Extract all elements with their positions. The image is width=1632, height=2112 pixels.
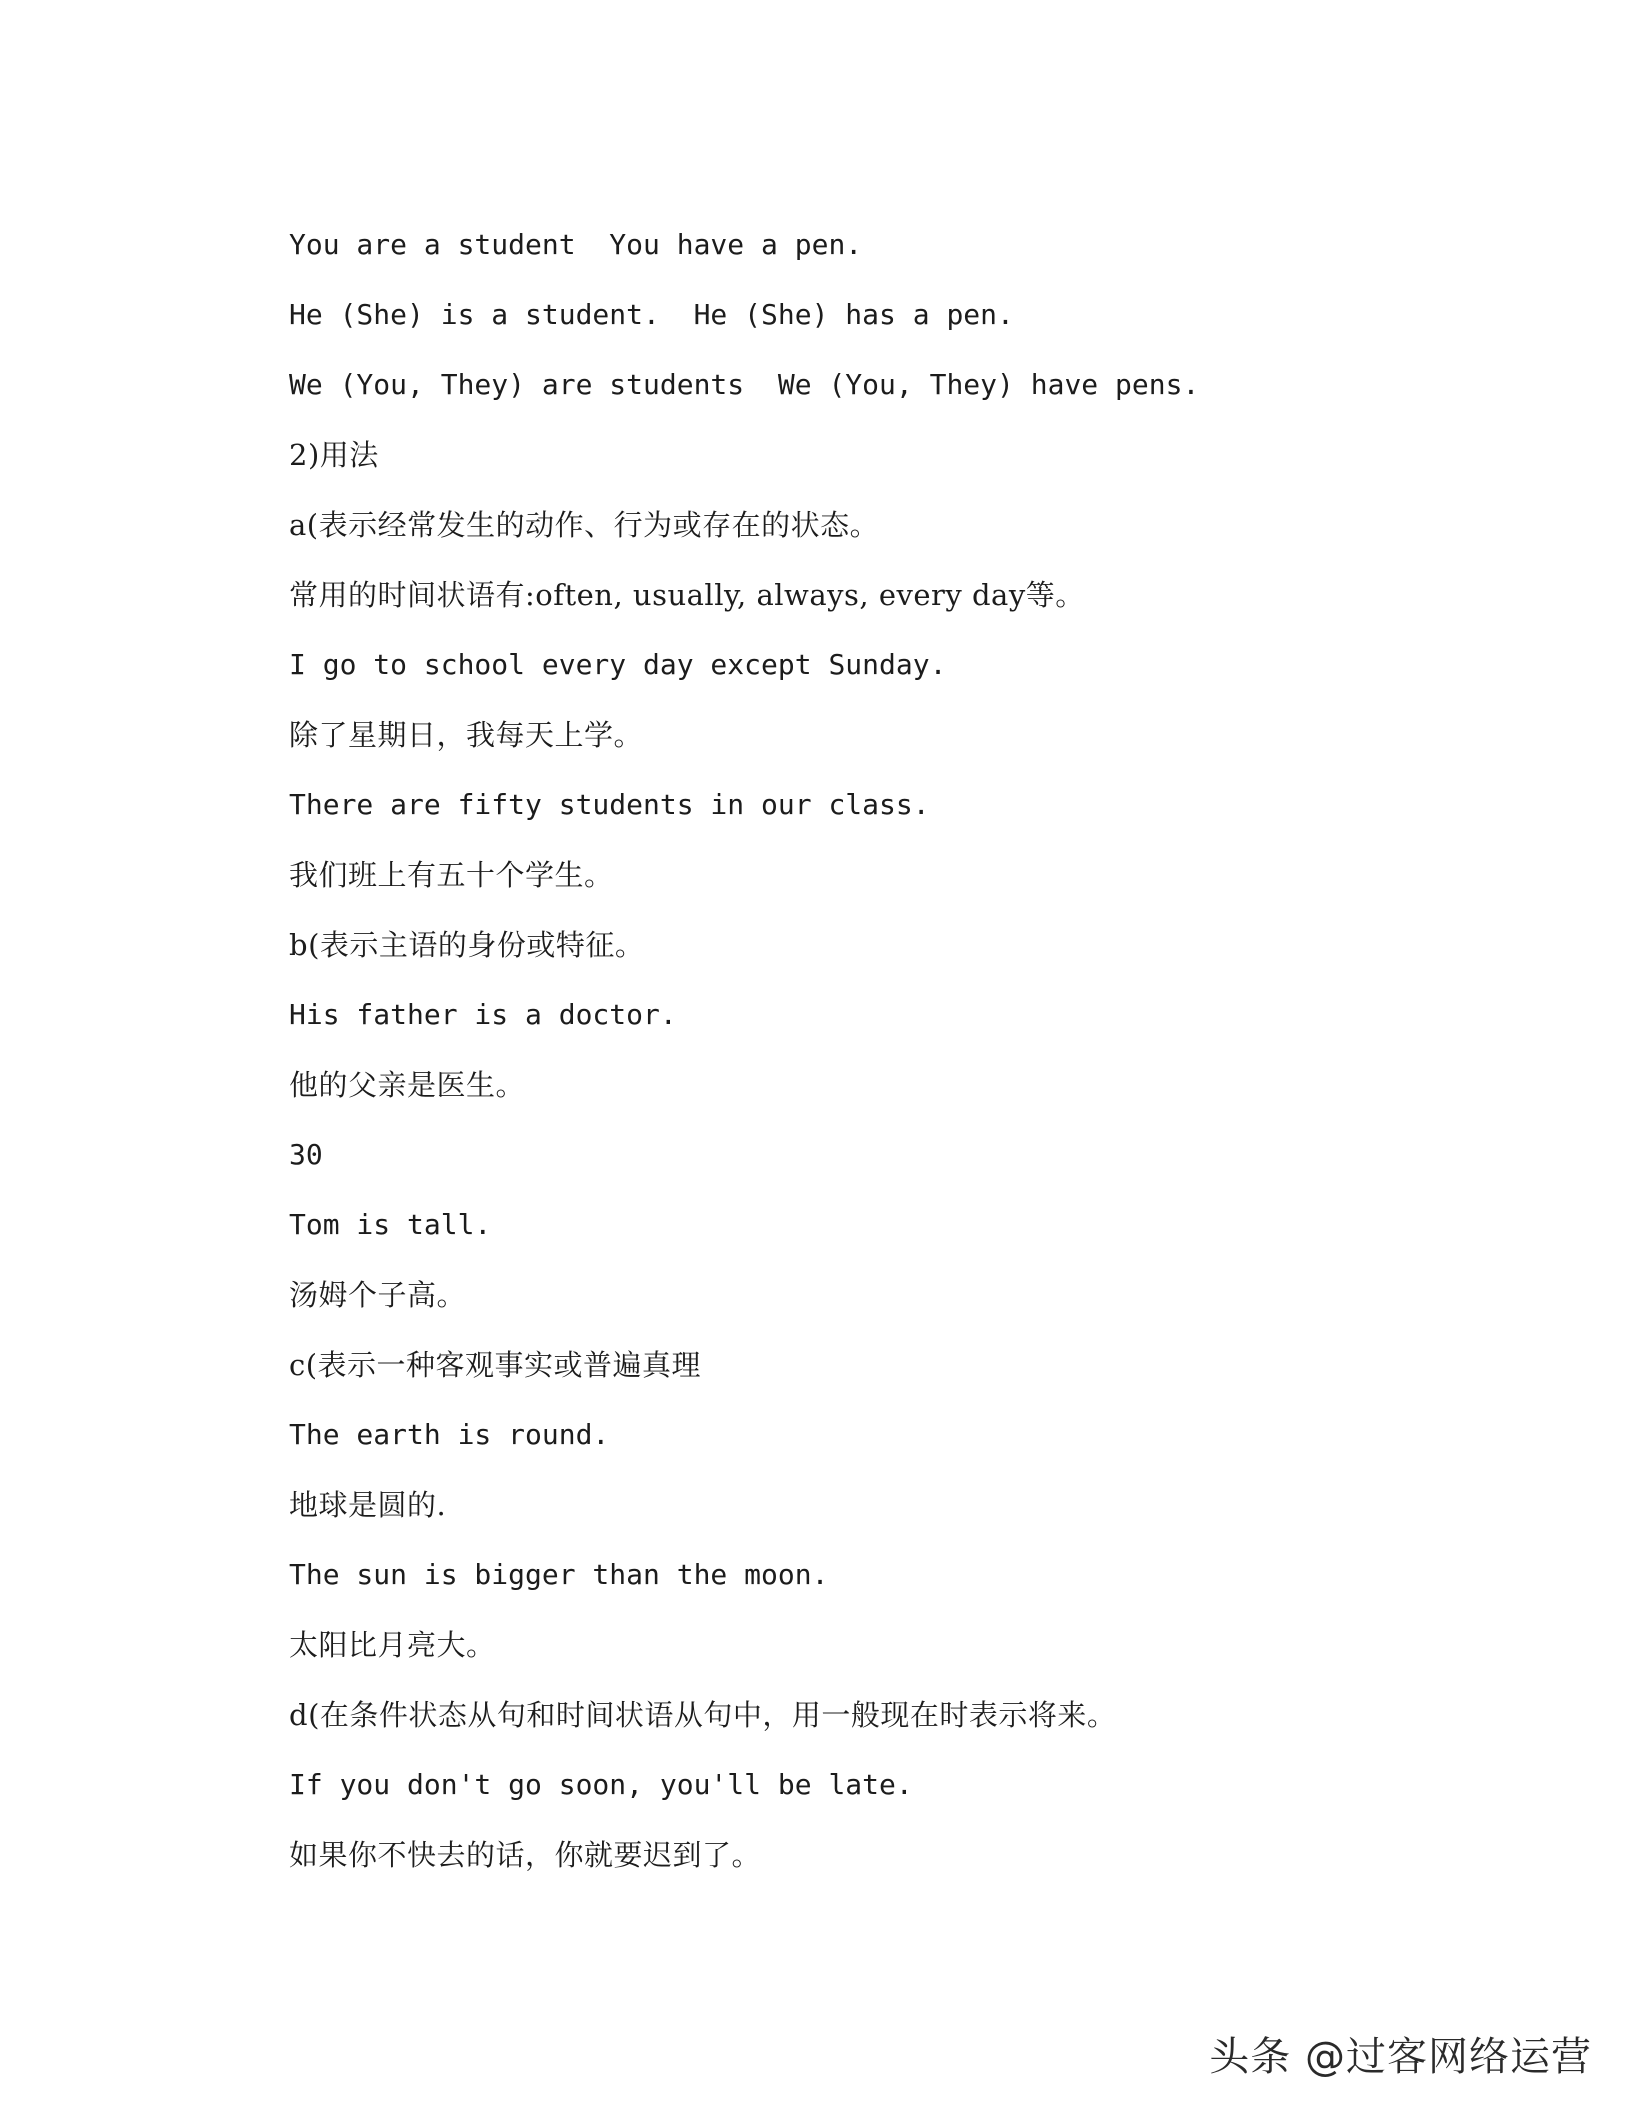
text-line: You are a student You have a pen. bbox=[289, 228, 863, 261]
usage-point-b: b(表示主语的身份或特征。 bbox=[289, 928, 645, 962]
example-sentence: The earth is round. bbox=[289, 1418, 610, 1451]
example-sentence: His father is a doctor. bbox=[289, 998, 677, 1031]
example-translation: 太阳比月亮大。 bbox=[289, 1628, 496, 1662]
usage-point-a: a(表示经常发生的动作、行为或存在的状态。 bbox=[289, 508, 880, 542]
watermark: 头条 @过客网络运营 bbox=[1209, 2034, 1592, 2080]
usage-point-c: c(表示一种客观事实或普遍真理 bbox=[289, 1348, 702, 1382]
example-translation: 他的父亲是医生。 bbox=[289, 1068, 526, 1102]
document-body bbox=[289, 220, 1389, 1900]
usage-point-d: d(在条件状态从句和时间状语从句中，用一般现在时表示将来。 bbox=[289, 1698, 1117, 1732]
example-sentence: There are fifty students in our class. bbox=[289, 788, 930, 821]
example-sentence: Tom is tall. bbox=[289, 1208, 492, 1241]
example-translation: 我们班上有五十个学生。 bbox=[289, 858, 614, 892]
text-line: We (You, They) are students We (You, They) have pens. bbox=[289, 368, 1200, 401]
example-translation: 除了星期日，我每天上学。 bbox=[289, 718, 644, 752]
section-heading: 2)用法 bbox=[289, 438, 379, 472]
example-sentence: The sun is bigger than the moon. bbox=[289, 1558, 829, 1591]
text-line: 常用的时间状语有:often, usually, always, every day等。 bbox=[289, 578, 1085, 612]
page-number: 30 bbox=[289, 1138, 323, 1171]
example-translation: 如果你不快去的话，你就要迟到了。 bbox=[289, 1838, 762, 1872]
example-sentence: If you don't go soon, you'll be late. bbox=[289, 1768, 913, 1801]
example-sentence: I go to school every day except Sunday. bbox=[289, 648, 947, 681]
text-line: He (She) is a student. He (She) has a pen. bbox=[289, 298, 1014, 331]
example-translation: 汤姆个子高。 bbox=[289, 1278, 467, 1312]
example-translation: 地球是圆的. bbox=[289, 1488, 447, 1522]
